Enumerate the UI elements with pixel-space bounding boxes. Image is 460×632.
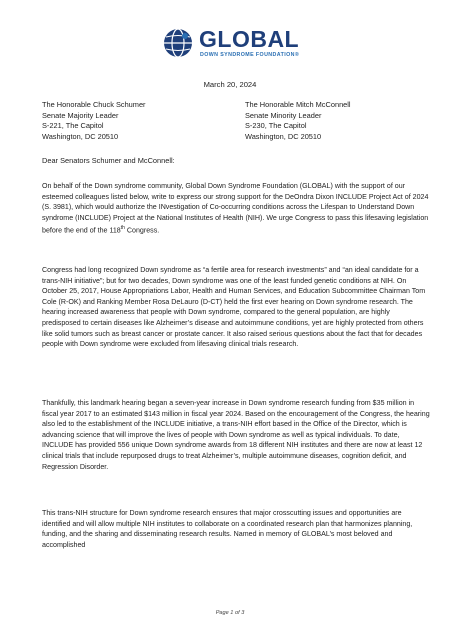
recipient-office: S-221, The Capitol — [42, 121, 104, 131]
body-paragraph: Congress had long recognized Down syndrome as “a fertile area for research investments” and “an ideal candidate for a trans-NIH initiative”; but for two decades, Down syndrome was one of the least funded genetic conditions at NIH. On October 25, 2017, House Appropriations Labor, Health and Human Services, and Education Subcommittee Chairman Tom Cole (R-OK) and Ranking Member Rosa DeLauro (D-CT) held the first ever hearing on Down syndrome research. The hearing increased awareness that people with Down syndrome, compared to the general population, are highly predisposed to certain diseases like Alzheimer’s disease and autoimmune conditions, yet are highly protected from others like solid tumors such as breast cancer or prostate cancer. It also raised serious questions about the fact that for decades people with Down syndrome were excluded from lifesaving clinical trials research. — [42, 266, 426, 349]
recipient-name: The Honorable Chuck Schumer — [42, 100, 146, 109]
page-number: Page 1 of 3 — [215, 610, 245, 616]
recipient-right — [245, 100, 351, 142]
global-logo — [163, 26, 313, 64]
body-paragraph: On behalf of the Down syndrome community, Global Down Syndrome Foundation (GLOBAL) with the support of our esteemed colleagues listed below, write to express our strong support for the DeOndra Dixon INCLUDE Project Act of 2024 (S. 3981), which would authorize the INvestigation of Co-occurring conditions across the Lifespan to Understand Down syndrome (INCLUDE) Project at the National Institutes of Health (NIH). We urge Congress to pass this lifesaving legislation before the end of the 118th Congress. — [42, 182, 429, 235]
recipient-city: Washington, DC 20510 — [245, 131, 322, 141]
recipient-name: The Honorable Mitch McConnell — [245, 100, 351, 109]
logo-subtitle: DOWN SYNDROME FOUNDATION® — [200, 52, 300, 58]
logo-wordmark: GLOBAL — [199, 26, 300, 52]
body-paragraph: Thankfully, this landmark hearing began a seven-year increase in Down syndrome research funding from $35 million in fiscal year 2017 to an estimated $143 million in fiscal year 2024. Based on the encouragement of the Congress, the hearing also led to the establishment of the INCLUDE initiative, a trans-NIH effort based in the Office of the Director, which is advancing science that will improve the lives of people with Down syndrome as well as typical individuals. To date, INCLUDE has provided 556 unique Down syndrome awards from 18 different NIH institutes and there are now at least 12 clinical trials that include repurposed drugs to treat Alzheimer’s, multiple autoimmune diseases, cognition deficit, and Regression Disorder. — [42, 399, 430, 471]
recipient-left — [42, 100, 146, 142]
recipient-title: Senate Minority Leader — [245, 110, 322, 120]
body-paragraph: This trans-NIH structure for Down syndrome research ensures that major crosscutting issues and opportunities are identified and will allow multiple NIH institutes to collaborate on a coordinated research plan that harmonizes planning, funding, and the sharing and disseminating research results. Named in memory of GLOBAL’s most beloved and accomplished — [42, 509, 413, 549]
globe-logo-icon — [163, 28, 193, 58]
letter-date: March 20, 2024 — [203, 80, 257, 89]
recipient-office: S-230, The Capitol — [245, 121, 307, 131]
recipient-city: Washington, DC 20510 — [42, 131, 119, 141]
recipient-title: Senate Majority Leader — [42, 110, 119, 120]
salutation: Dear Senators Schumer and McConnell: — [42, 156, 175, 165]
